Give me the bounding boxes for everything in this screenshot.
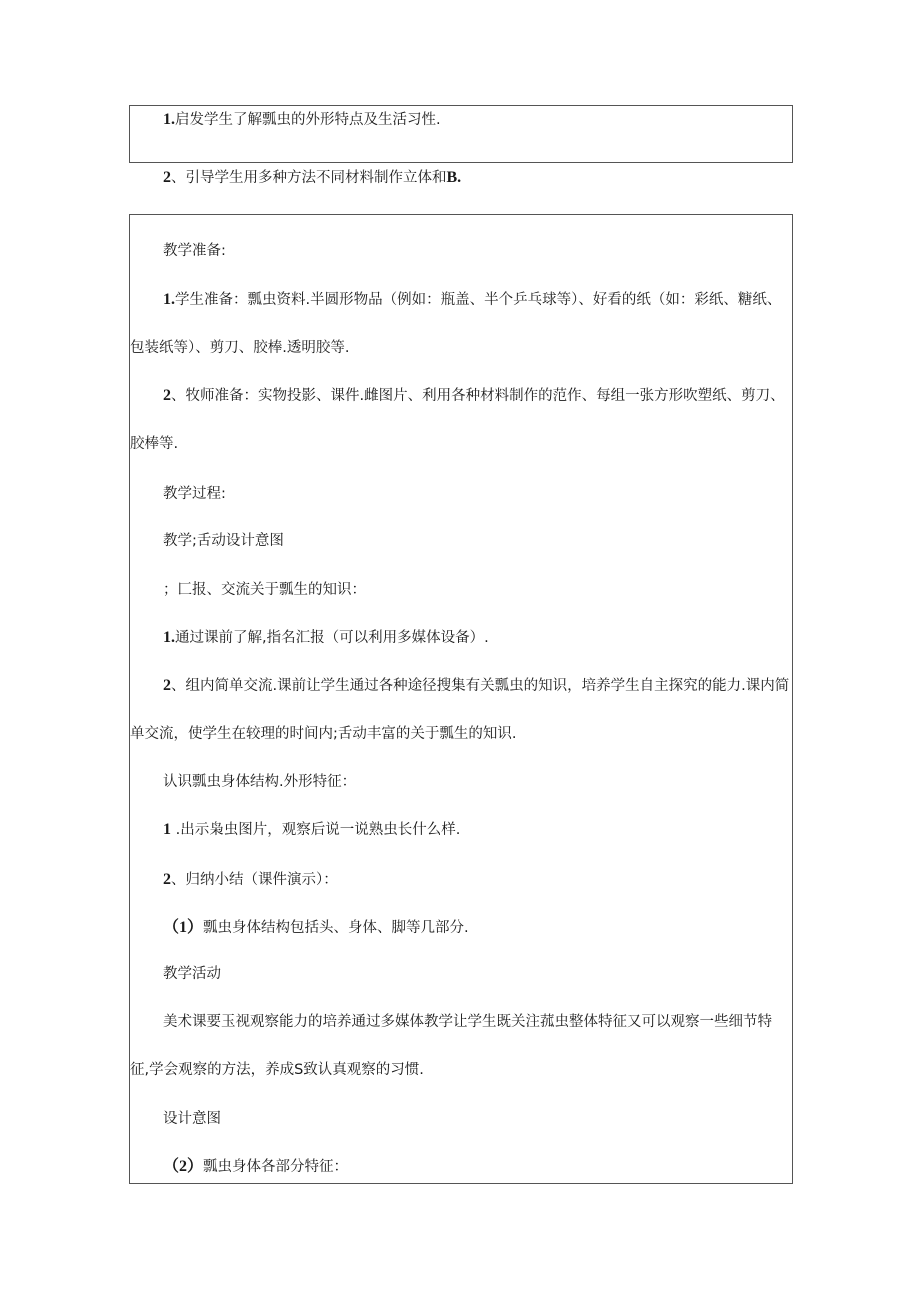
content-line <box>163 820 460 840</box>
objective-text: 、引导学生用多种方法不同材料制作立体和 <box>171 170 447 186</box>
list-number: 1. <box>163 629 175 646</box>
list-number: 2 <box>163 871 171 888</box>
content-line <box>163 772 356 792</box>
content-line <box>163 1109 221 1129</box>
lesson-content-box <box>129 214 793 1184</box>
objective-text: 启发学生了解瓢虫的外形特点及生活习性. <box>175 112 441 128</box>
content-line <box>163 964 221 984</box>
content-line <box>163 628 489 648</box>
content-text: .出示枭虫图片，观察后说一说熟虫长什么样. <box>171 822 461 838</box>
content-line <box>163 870 338 890</box>
list-number: 2 <box>163 169 171 186</box>
list-number: 2 <box>163 387 171 404</box>
content-line <box>163 918 469 938</box>
content-line <box>163 241 226 261</box>
content-text: 教学活动 <box>163 966 221 982</box>
objective-tail: B. <box>446 169 462 186</box>
content-text: 教学准备: <box>163 243 226 259</box>
content-line <box>163 1012 772 1032</box>
content-text: 设计意图 <box>163 1111 221 1127</box>
content-line <box>163 386 785 406</box>
content-line <box>130 434 178 454</box>
list-number: 1. <box>163 111 175 128</box>
content-text: 美术课要玉视观察能力的培养通过多媒体教学让学生既关注菰虫整体特征又可以观察一些细节特 <box>163 1014 772 1030</box>
content-text: 教学过程: <box>163 486 226 502</box>
list-number: （2） <box>163 1158 204 1175</box>
list-number: （1） <box>163 919 204 936</box>
content-text: 认识瓢虫身体结构.外形特征： <box>163 774 357 790</box>
content-line <box>130 1060 424 1080</box>
content-text: 单交流，使学生在较理的时间内;舌动丰富的关于瓢生的知识. <box>130 726 517 742</box>
content-text: 学生准备：瓢虫资料.半圆形物品（例如：瓶盖、半个乒乓球等）、好看的纸（如：彩纸、糖纸、 <box>175 292 782 308</box>
content-text: 包装纸等）、剪刀、胶棒.透明胶等. <box>130 340 350 356</box>
content-text: 瓢虫身体各部分特征： <box>203 1159 349 1175</box>
objective-line-2 <box>163 168 461 188</box>
content-text: 、组内简单交流.课前让学生通过各种途径搜集有关瓢虫的知识，培养学生自主探究的能力.课内简 <box>171 678 790 694</box>
list-number: 2 <box>163 677 171 694</box>
content-text: 瓢虫身体结构包括头、身体、脚等几部分. <box>203 920 469 936</box>
objective-line-1 <box>163 110 441 130</box>
content-line <box>163 290 781 310</box>
content-text: 、归纳小结（课件演示）： <box>171 872 338 888</box>
content-text: 通过课前了解,指名汇报（可以利用多媒体设备）. <box>175 630 489 646</box>
content-line <box>163 531 284 551</box>
content-text: 、牧师准备：实物投影、课件.雌图片、利用各种材料制作的范作、每组一张方形吹塑纸、剪刀、 <box>171 388 785 404</box>
content-line <box>163 580 366 600</box>
content-line <box>163 1157 348 1177</box>
content-line <box>130 724 517 744</box>
content-text: 征,学会观察的方法，养成S致认真观察的习惯. <box>130 1062 424 1078</box>
list-number: 1. <box>163 291 175 308</box>
content-text: ；匚报、交流关于瓢生的知识： <box>163 582 366 598</box>
content-line <box>130 338 349 358</box>
content-text: 胶棒等. <box>130 436 179 452</box>
list-number: 1 <box>163 821 171 838</box>
content-line <box>163 676 789 696</box>
content-text: 教学;舌动设计意图 <box>163 533 284 549</box>
content-line <box>163 484 226 504</box>
